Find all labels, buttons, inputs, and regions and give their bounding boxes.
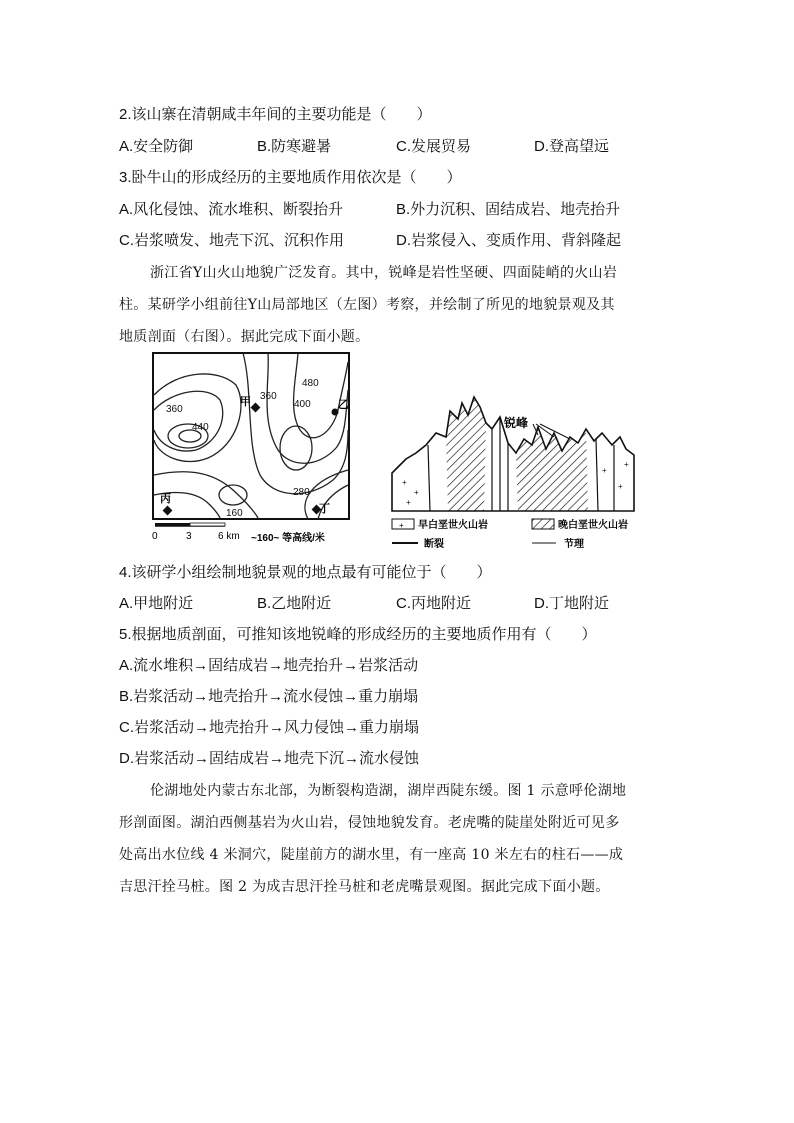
contour-label: 440 (192, 422, 209, 433)
q3-option-c: C.岩浆喷发、地壳下沉、沉积作用 (119, 232, 345, 249)
legend-joint-label: 节理 (564, 539, 584, 550)
legend-early-label: 早白垩世火山岩 (418, 520, 488, 531)
q5-option-a: A.流水堆积→固结成岩→地壳抬升→岩浆活动 (119, 657, 419, 674)
q5-option-c: C.岩浆活动→地壳抬升→风力侵蚀→重力崩塌 (119, 719, 420, 736)
q4-option-a: A.甲地附近 (119, 595, 194, 612)
place-label-ding: 丁 (319, 503, 330, 515)
svg-text:+: + (618, 482, 623, 491)
q5-stem: 5.根据地质剖面，可推知该地锐峰的形成经历的主要地质作用有（ ） (119, 626, 597, 643)
q5-option-b: B.岩浆活动→地壳抬升→流水侵蚀→重力崩塌 (119, 688, 419, 705)
contour-map-figure (148, 350, 354, 548)
passage2-line-1: 伦湖地处内蒙古东北部，为断裂构造湖，湖岸西陡东缓。图 1 示意呼伦湖地 (150, 783, 627, 799)
contour-label: 360 (166, 404, 183, 415)
scale-tick-3: 3 (186, 531, 192, 542)
contour-label: 160 (226, 508, 243, 519)
passage1-line-1: 浙江省Y山火山地貌广泛发育。其中，锐峰是岩性坚硬、四面陡峭的火山岩 (150, 265, 618, 281)
legend-fault-label: 断裂 (424, 539, 444, 550)
q3-stem: 3.卧牛山的形成经历的主要地质作用依次是（ ） (119, 169, 462, 186)
legend-late-label: 晚白垩世火山岩 (558, 520, 628, 531)
contour-map-svg (148, 350, 354, 548)
profile-figure (388, 393, 673, 550)
q3-option-b: B.外力沉积、固结成岩、地壳抬升 (396, 201, 621, 218)
passage2-line-4: 吉思汗拴马桩。图 2 为成吉思汗拴马桩和老虎嘴景观图。据此完成下面小题。 (119, 879, 610, 895)
passage1-line-2: 柱。某研学小组前往Y山局部地区（左图）考察，并绘制了所见的地貌景观及其 (119, 297, 615, 313)
contour-legend: ~160~ 等高线/米 (251, 533, 325, 544)
svg-text:+: + (414, 488, 419, 497)
profile-svg (388, 393, 673, 550)
place-label-yi: 乙 (338, 399, 349, 411)
q4-option-c: C.丙地附近 (396, 595, 472, 612)
q5-option-d: D.岩浆活动→固结成岩→地壳下沉→流水侵蚀 (119, 750, 420, 767)
passage1-line-3: 地质剖面（右图）。据此完成下面小题。 (119, 329, 370, 345)
svg-text:+: + (402, 478, 407, 487)
svg-text:+: + (406, 498, 411, 507)
contour-label: 400 (294, 399, 311, 410)
contour-label: 280 (293, 487, 310, 498)
q2-stem: 2.该山寨在清朝咸丰年间的主要功能是（ ） (119, 106, 432, 123)
q2-option-c: C.发展贸易 (396, 138, 472, 155)
svg-text:+: + (624, 460, 629, 469)
q2-option-b: B.防寒避暑 (257, 138, 332, 155)
peak-label: 锐峰 (504, 416, 529, 430)
passage2-line-2: 形剖面图。湖泊西侧基岩为火山岩，侵蚀地貌发育。老虎嘴的陡崖处附近可见多 (119, 815, 620, 831)
scale-tick-6: 6 km (218, 531, 240, 542)
scale-tick-0: 0 (152, 531, 158, 542)
q3-option-d: D.岩浆侵入、变质作用、背斜隆起 (396, 232, 622, 249)
late-volcanic-zone (446, 397, 486, 511)
q4-option-b: B.乙地附近 (257, 595, 332, 612)
svg-text:+: + (399, 521, 404, 530)
legend-late-swatch (532, 519, 554, 529)
svg-text:+: + (602, 466, 607, 475)
late-volcanic-zone (516, 427, 588, 511)
q4-option-d: D.丁地附近 (534, 595, 610, 612)
place-label-bing: 丙 (160, 493, 171, 505)
scale-bar (152, 523, 240, 542)
passage2-line-3: 处高出水位线 4 米洞穴，陡崖前方的湖水里，有一座高 10 米左右的柱石——成 (119, 847, 624, 863)
q2-option-a: A.安全防御 (119, 138, 194, 155)
q2-option-d: D.登高望远 (534, 138, 610, 155)
q4-stem: 4.该研学小组绘制地貌景观的地点最有可能位于（ ） (119, 564, 492, 581)
profile-legend (392, 518, 628, 550)
q3-option-a: A.风化侵蚀、流水堆积、断裂抬升 (119, 201, 344, 218)
place-label-jia: 甲 (240, 396, 251, 408)
contour-label: 480 (302, 378, 319, 389)
contour-label: 360 (260, 391, 277, 402)
